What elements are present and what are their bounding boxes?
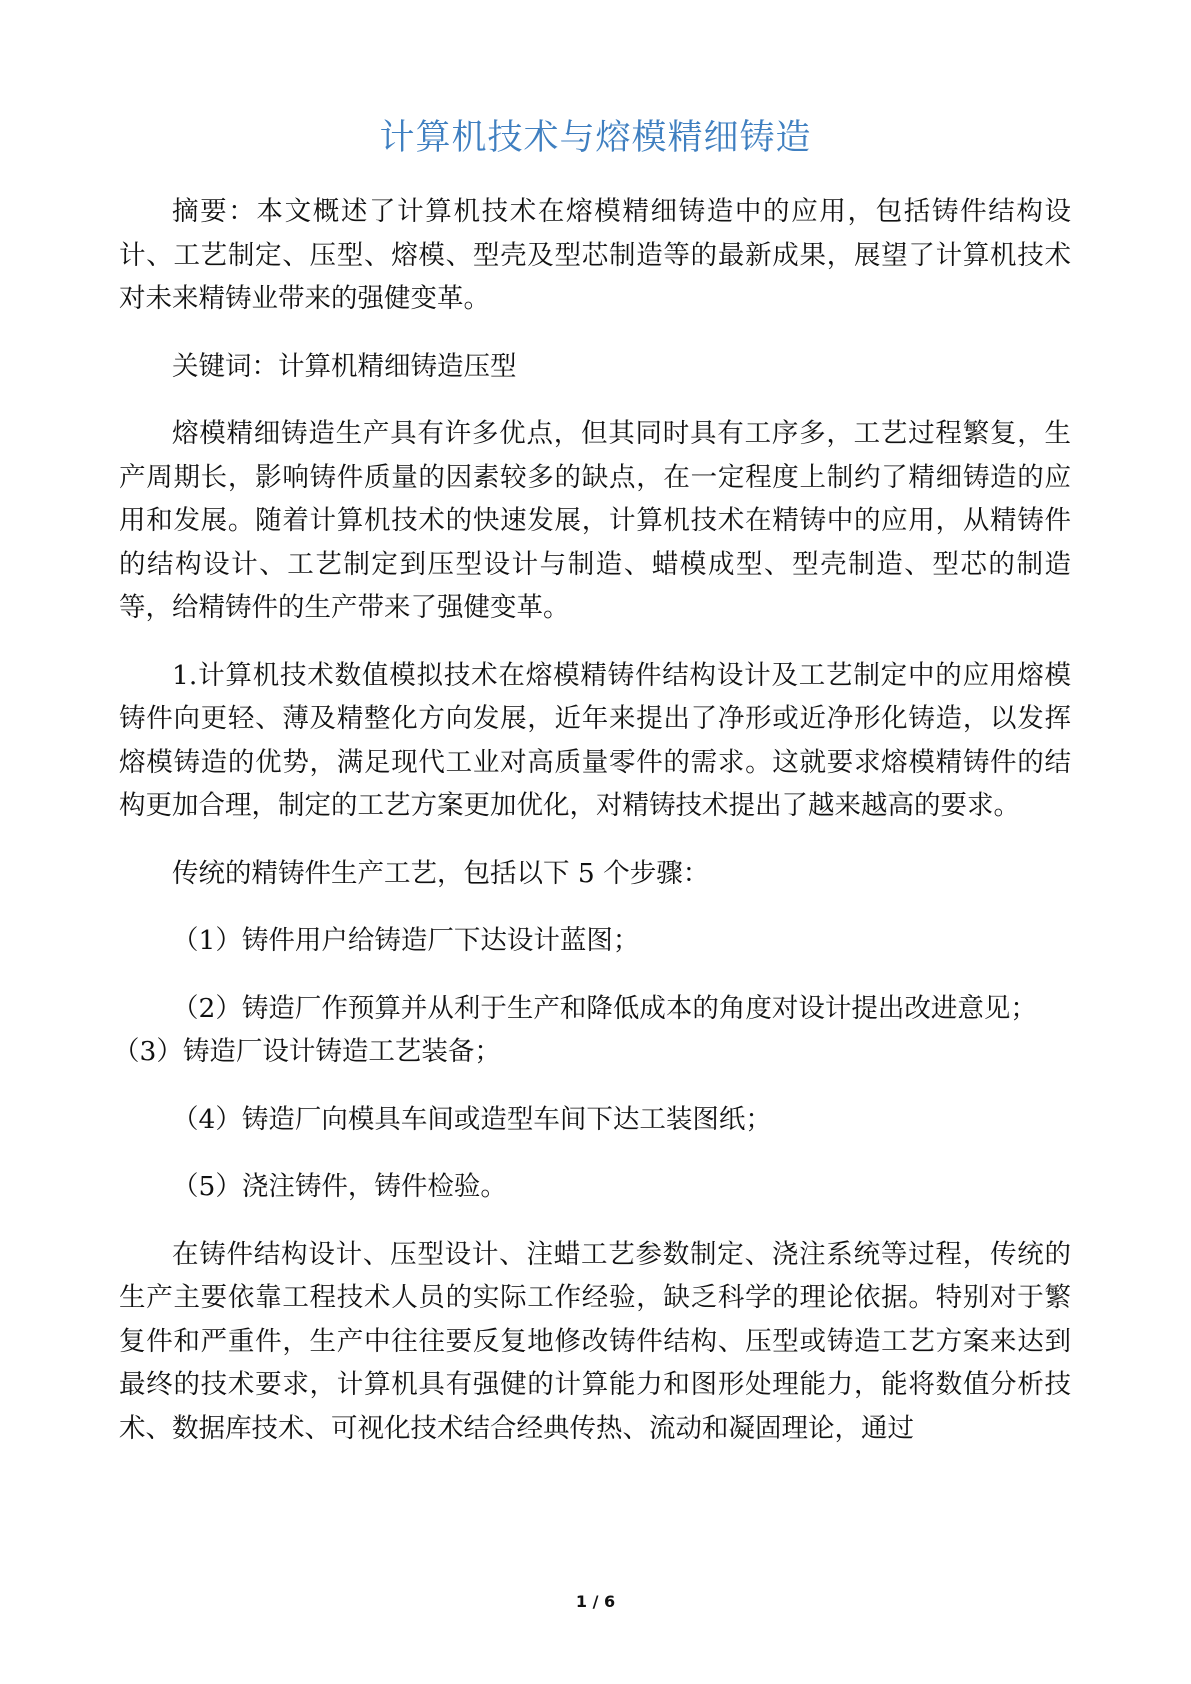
document-body [113,190,1071,1474]
document-title: 计算机技术与熔模精细铸造 [379,118,812,158]
steps-intro-paragraph: 传统的精铸件生产工艺，包括以下 5 个步骤： [172,857,710,889]
intro-paragraph: 熔模精细铸造生产具有许多优点，但其同时具有工序多，工艺过程繁复，生产周期长，影响铸件质量的因素较多的缺点，在一定程度上制约了精细铸造的应用和发展。随着计算机技术的快速发展，计算机技术在精铸中的应用，从精铸件的结构设计、工艺制定到压型设计与制造、蜡模成型、型壳制造、型芯的制造等，给精铸件的生产带来了强健变革。 [119,418,1071,623]
keywords-paragraph: 关键词：计算机精细铸造压型 [172,350,517,382]
step-4-item: （4）铸造厂向模具车间或造型车间下达工装图纸； [172,1103,772,1135]
page-number: 1 / 6 [575,1592,616,1611]
step-1-item: （1）铸件用户给铸造厂下达设计蓝图； [172,925,640,956]
step-5-item: （5）浇注铸件，铸件检验。 [172,1171,507,1202]
step-3-item: （3）铸造厂设计铸造工艺装备； [113,1036,501,1067]
step-2-item: （2）铸造厂作预算并从利于生产和降低成本的角度对设计提出改进意见； [172,992,1037,1024]
section-1-paragraph: 1.计算机技术数值模拟技术在熔模精铸件结构设计及工艺制定中的应用熔模铸件向更轻、薄及精整化方向发展，近年来提出了净形或近净形化铸造，以发挥熔模铸造的优势，满足现代工业对高质量零件的需求。这就要求熔模精铸件的结构更加合理，制定的工艺方案更加优化，对精铸技术提出了越来越高的要求。 [119,659,1071,821]
abstract-paragraph: 摘要：本文概述了计算机技术在熔模精细铸造中的应用，包括铸件结构设计、工艺制定、压型、熔模、型壳及型芯制造等的最新成果，展望了计算机技术对未来精铸业带来的强健变革。 [119,196,1071,314]
design-paragraph: 在铸件结构设计、压型设计、注蜡工艺参数制定、浇注系统等过程，传统的生产主要依靠工程技术人员的实际工作经验，缺乏科学的理论依据。特别对于繁复件和严重件，生产中往往要反复地修改铸件结构、压型或铸造工艺方案来达到最终的技术要求，计算机具有强健的计算能力和图形处理能力，能将数值分析技术、数据库技术、可视化技术结合经典传热、流动和凝固理论，通过 [119,1238,1071,1444]
